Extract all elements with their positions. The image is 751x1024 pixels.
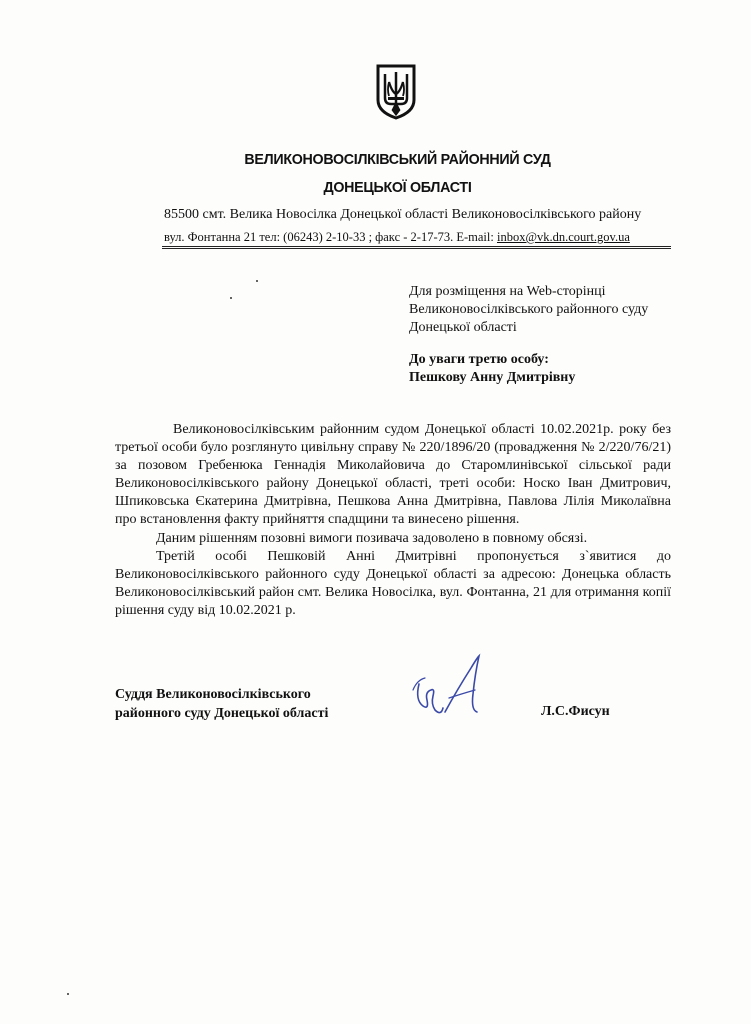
scan-speck	[67, 993, 69, 995]
email-link[interactable]: inbox@vk.dn.court.gov.ua	[496, 230, 630, 244]
attention-line1: До уваги третю особу:	[409, 352, 549, 367]
court-address: 85500 смт. Велика Новосілка Донецької області Великоновосілківського району	[164, 207, 642, 222]
header-divider-second	[162, 248, 671, 249]
placement-note-line3: Донецької області	[409, 320, 517, 335]
placement-note-line2: Великоновосілківського районного суду	[409, 302, 649, 317]
court-name-line1: ВЕЛИКОНОВОСІЛКІВСЬКИЙ РАЙОННИЙ СУД	[244, 151, 551, 168]
court-contacts	[164, 230, 630, 245]
placement-note-line1: Для розміщення на Web-сторінці	[409, 284, 606, 299]
scan-speck	[256, 280, 258, 282]
attention-line2: Пешкову Анну Дмитрівну	[409, 370, 576, 385]
header-divider	[162, 246, 671, 247]
body-paragraph-3: Третій особі Пешковій Анні Дмитрівні пропонується з`явитися до Великоновосілківського районного суду Донецької області за адресою: Донецька область Великоновосілківський район смт. Велика Новосілка, вул. Фонтанна, 21 для отримання копії рішення суду від 10.02.2021 р.	[115, 548, 671, 618]
handwritten-signature-icon	[405, 650, 515, 725]
body-paragraph-2: Даним рішенням позовні вимоги позивача задоволено в повному обсязі.	[156, 530, 588, 546]
trident-emblem-icon	[374, 64, 418, 120]
court-name-line2: ДОНЕЦЬКОЇ ОБЛАСТІ	[323, 179, 472, 196]
contacts-text: вул. Фонтанна 21 тел: (06243) 2-10-33 ; факс - 2-17-73. E-mail:	[164, 230, 497, 244]
notice-body	[115, 421, 671, 620]
judge-title-line2: районного суду Донецької області	[115, 706, 329, 721]
judge-name: Л.С.Фисун	[541, 704, 610, 719]
scan-speck	[230, 297, 232, 299]
attention-addressee	[409, 351, 575, 387]
judge-title-line1: Суддя Великоновосілківського	[115, 687, 311, 702]
placement-note	[409, 283, 648, 337]
judge-title	[115, 685, 328, 723]
body-paragraph-1: Великоновосілківським районним судом Донецької області 10.02.2021р. року без третьої особи було розглянуто цивільну справу № 220/1896/20 (провадження № 2/220/76/21) за позовом Гребенюка Геннадія Миколайовича до Старомлинівської сільської ради Великоновосілківського району Донецької області, треті особи: Носко Іван Дмитрович, Шпиковська Єкатерина Дмитрівна, Пешкова Анна Дмитрівна, Павлова Лілія Миколаївна про встановлення факту прийняття спадщини та винесено рішення.	[115, 422, 671, 528]
